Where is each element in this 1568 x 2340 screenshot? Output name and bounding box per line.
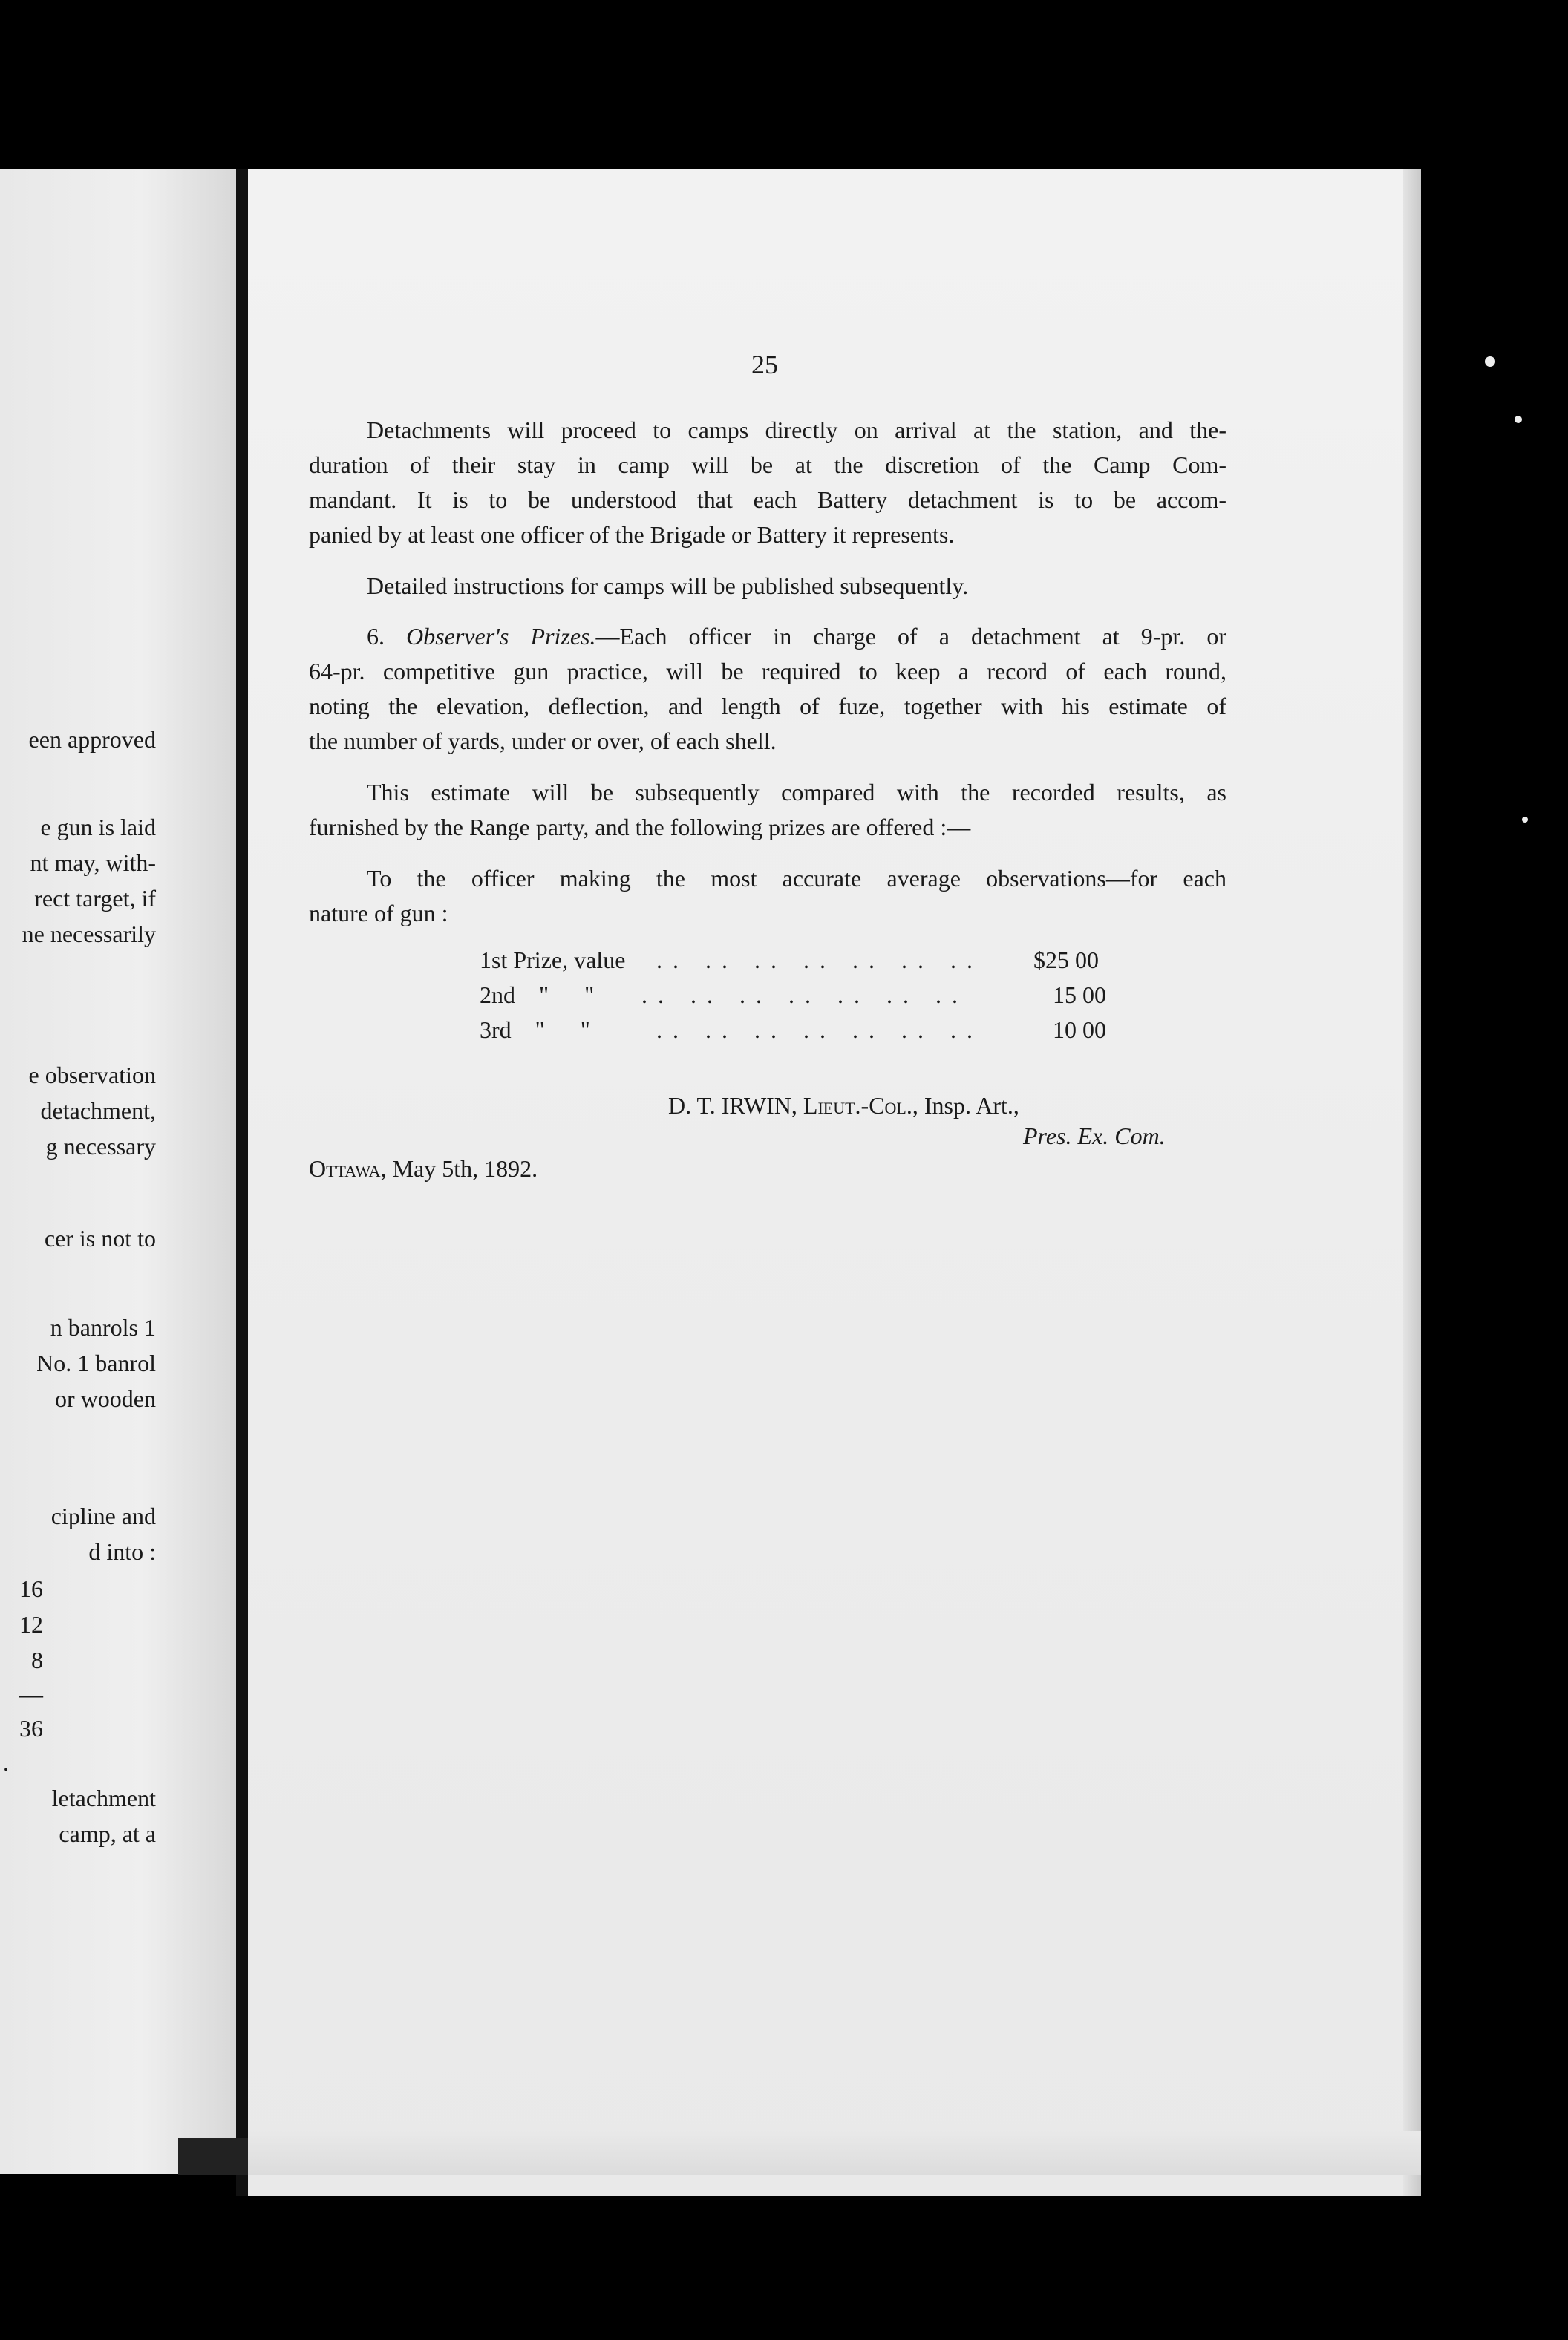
left-fragment: e observation	[28, 1062, 156, 1088]
signature-title: Pres. Ex. Com.	[1023, 1122, 1166, 1149]
paragraph-line: the number of yards, under or over, of each shell.	[309, 728, 777, 754]
left-fragment: nt may, with-	[30, 849, 156, 876]
signature-name: D. T. IRWIN,	[668, 1092, 797, 1119]
left-fragment: camp, at a	[59, 1820, 156, 1847]
page-bottom-shadow	[248, 2131, 1421, 2175]
paragraph-observers-prizes	[309, 619, 1226, 759]
paragraph-line: furnished by the Range party, and the following prizes are offered :—	[309, 814, 971, 840]
prize-amount: 10 00	[1053, 1016, 1106, 1043]
prize-label: 3rd " "	[480, 1016, 590, 1043]
place-and-date	[309, 1155, 538, 1183]
left-fragment: ne necessarily	[22, 921, 156, 947]
left-fragment: 16	[19, 1575, 43, 1602]
paragraph-line: This estimate will be subsequently compared with the recorded results, as	[367, 779, 1226, 805]
page-gutter	[236, 169, 248, 2196]
section-number: 6.	[367, 623, 385, 650]
paragraph-line: Detailed instructions for camps will be published subsequently.	[367, 572, 969, 599]
left-fragment: g necessary	[45, 1133, 156, 1160]
prize-label: 2nd " "	[480, 981, 595, 1008]
left-fragment: cer is not to	[44, 1225, 156, 1252]
prize-amount: 15 00	[1053, 981, 1106, 1008]
left-fragment: n banrols 1	[50, 1314, 156, 1341]
left-fragment: 8	[31, 1647, 43, 1673]
paragraph-line: panied by at least one officer of the Brigade or Battery it represents.	[309, 521, 955, 548]
left-fragment: or wooden	[55, 1385, 156, 1412]
prize-label: 1st Prize, value	[480, 947, 626, 973]
paragraph-line: noting the elevation, deflection, and length of fuze, together with his estimate of	[309, 693, 1226, 719]
signature-line	[668, 1088, 1019, 1123]
left-fragment: cipline and	[50, 1503, 156, 1529]
prize-amount: $25 00	[1033, 947, 1099, 973]
paragraph-line: To the officer making the most accurate average observations—for each	[367, 865, 1226, 892]
paragraph-instructions	[309, 569, 1226, 604]
left-fragment: .	[3, 1749, 9, 1776]
paragraph-line: 64-pr. competitive gun practice, will be required to keep a record of each round,	[309, 658, 1226, 684]
film-speck	[1485, 356, 1495, 367]
left-fragment: rect target, if	[34, 885, 156, 912]
section-heading: Observer's Prizes.	[406, 623, 596, 650]
left-fragment: No. 1 banrol	[36, 1350, 156, 1376]
left-fragment: detachment,	[40, 1097, 156, 1124]
film-speck	[1522, 817, 1528, 823]
paragraph-line-text: —Each officer in charge of a detachment at 9-pr. or	[595, 623, 1227, 650]
prize-leader-dots: .. .. .. .. .. .. ..	[641, 981, 968, 1008]
left-fragment: d into :	[88, 1538, 156, 1565]
left-fragment: letachment	[51, 1785, 156, 1811]
signature-rank: Lieut.-Col.,	[803, 1092, 918, 1119]
left-fragment: een approved	[28, 726, 156, 753]
paragraph-officer	[309, 861, 1226, 931]
left-fragment: —	[19, 1681, 43, 1707]
paragraph-line: duration of their stay in camp will be at the discretion of the Camp Com-	[309, 451, 1226, 478]
left-facing-page	[0, 169, 236, 2174]
prize-leader-dots: .. .. .. .. .. .. ..	[656, 1016, 983, 1043]
film-speck	[1515, 416, 1522, 423]
date: May 5th, 1892.	[392, 1155, 538, 1182]
paragraph-line	[309, 619, 1226, 654]
paragraph-estimate	[309, 775, 1226, 845]
left-fragment: 12	[19, 1611, 43, 1638]
paragraph-line: nature of gun :	[309, 900, 448, 926]
page-gutter-edge	[178, 2138, 252, 2175]
left-fragment: e gun is laid	[40, 814, 156, 840]
left-fragment: 36	[19, 1715, 43, 1742]
page-edge-shadow	[1403, 169, 1421, 2196]
paragraph-camps	[309, 413, 1226, 552]
paragraph-line: mandant. It is to be understood that each Battery detachment is to be accom-	[309, 486, 1226, 513]
place: Ottawa,	[309, 1155, 387, 1182]
page-number: 25	[751, 350, 778, 379]
prize-leader-dots: .. .. .. .. .. .. ..	[656, 947, 983, 973]
signature-role: Insp. Art.,	[924, 1092, 1019, 1119]
paragraph-line: Detachments will proceed to camps directly on arrival at the station, and the-	[367, 416, 1226, 443]
